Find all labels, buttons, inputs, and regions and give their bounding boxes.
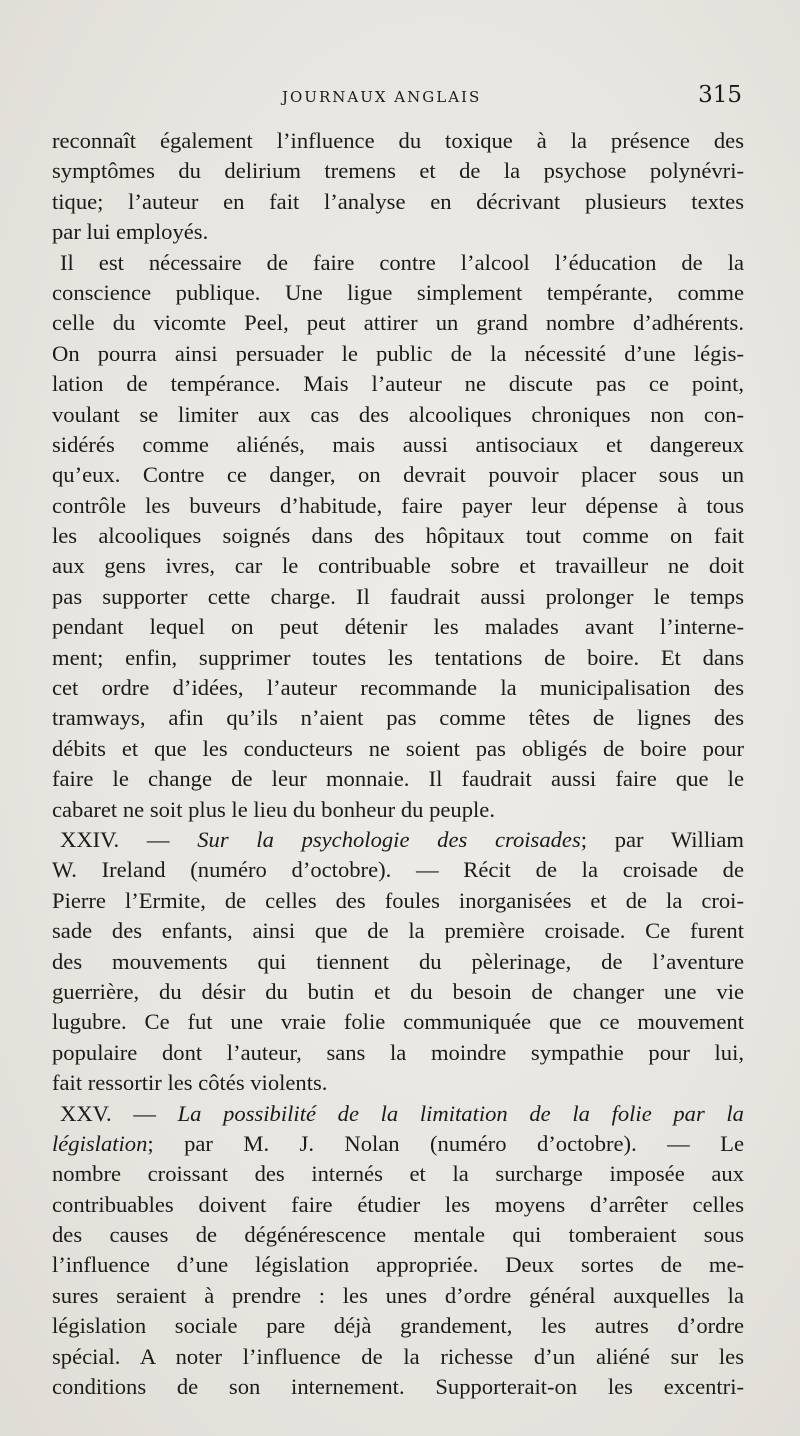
section-numeral: XXIV.	[60, 826, 120, 852]
text-line: W. Ireland (numéro d’octobre). — Récit de la croisade de	[52, 857, 744, 883]
text-line: l’influence d’une législation appropriée. Deux sortes de me-	[52, 1252, 744, 1278]
article-title-end: législation	[52, 1130, 148, 1156]
text-line: contrôle les buveurs d’habitude, faire payer leur dépense à tous	[52, 492, 744, 518]
text-line	[52, 1129, 744, 1159]
article-author: par M. J. Nolan (numéro d’octobre). — Le	[184, 1130, 744, 1156]
text-line: tique; l’auteur en fait l’analyse en décrivant plusieurs textes	[52, 188, 744, 214]
text-line: nombre croissant des internés et la surcharge imposée aux	[52, 1161, 744, 1187]
text-line: sidérés comme aliénés, mais aussi antisociaux et dangereux	[52, 431, 744, 457]
text-line: On pourra ainsi persuader le public de la nécessité d’une légis-	[52, 340, 744, 366]
text-line: lugubre. Ce fut une vraie folie communiquée que ce mouvement	[52, 1009, 744, 1035]
text-line: guerrière, du désir du butin et du besoin de changer une vie	[52, 978, 744, 1004]
section-heading-xxiv	[52, 825, 744, 855]
text-line: fait ressortir les côtés violents.	[52, 1070, 328, 1096]
text-line: par lui employés.	[52, 219, 209, 245]
running-head: JOURNAUX ANGLAIS	[282, 88, 482, 106]
text-line: voulant se limiter aux cas des alcooliques chroniques non con-	[52, 401, 744, 427]
section-dash: —	[146, 826, 170, 852]
page-number: 315	[698, 82, 742, 108]
text-line: celle du vicomte Peel, peut attirer un grand nombre d’adhérents.	[52, 310, 744, 336]
article-author: ; par William	[580, 826, 744, 852]
text-line: lation de tempérance. Mais l’auteur ne discute pas ce point,	[52, 371, 744, 397]
section-numeral: XXV.	[60, 1100, 112, 1126]
text-line: Pierre l’Ermite, de celles des foules inorganisées et de la croi-	[52, 887, 744, 913]
body-text	[52, 126, 744, 1402]
text-line: spécial. A noter l’influence de la richesse d’un aliéné sur les	[52, 1343, 744, 1369]
text-line: symptômes du delirium tremens et de la psychose polynévri-	[52, 158, 744, 184]
text-line: pas supporter cette charge. Il faudrait aussi prolonger le temps	[52, 583, 744, 609]
section-dash: —	[133, 1100, 156, 1126]
page-header	[52, 82, 742, 116]
text-line: conditions de son internement. Supporterait-on les excentri-	[52, 1374, 744, 1400]
text-line: tramways, afin qu’ils n’aient pas comme têtes de lignes des	[52, 705, 744, 731]
text-line: conscience publique. Une ligue simplement tempérante, comme	[52, 279, 744, 305]
text-line: cabaret ne soit plus le lieu du bonheur du peuple.	[52, 796, 495, 822]
text-line: populaire dont l’auteur, sans la moindre sympathie pour lui,	[52, 1039, 744, 1065]
text-line: reconnaît également l’influence du toxique à la présence des	[52, 128, 744, 153]
text-line: les alcooliques soignés dans des hôpitaux tout comme on fait	[52, 523, 744, 549]
text-line: qu’eux. Contre ce danger, on devrait pouvoir placer sous un	[52, 462, 744, 488]
text-line: des mouvements qui tiennent du pèlerinage, de l’aventure	[52, 948, 744, 974]
text-line: cet ordre d’idées, l’auteur recommande la municipalisation des	[52, 675, 744, 701]
article-title: Sur la psychologie des croisades	[197, 826, 581, 852]
text-line: législation sociale pare déjà grandement, les autres d’ordre	[52, 1313, 744, 1339]
text-line: sade des enfants, ainsi que de la première croisade. Ce furent	[52, 918, 744, 944]
text-line: faire le change de leur monnaie. Il faudrait aussi faire que le	[52, 766, 744, 792]
text-line: aux gens ivres, car le contribuable sobre et travailleur ne doit	[52, 553, 744, 579]
title-punct: ;	[147, 1130, 154, 1156]
paragraph-start-line: Il est nécessaire de faire contre l’alcool l’éducation de la	[60, 249, 744, 275]
text-line: contribuables doivent faire étudier les moyens d’arrêter celles	[52, 1191, 744, 1217]
text-line: débits et que les conducteurs ne soient pas obligés de boire pour	[52, 735, 744, 761]
text-line: sures seraient à prendre : les unes d’ordre général auxquelles la	[52, 1282, 744, 1308]
section-heading-xxv	[52, 1099, 744, 1129]
article-title: La possibilité de la limitation de la folie par la	[177, 1100, 744, 1126]
text-line: ment; enfin, supprimer toutes les tentations de boire. Et dans	[52, 644, 744, 670]
text-line: pendant lequel on peut détenir les malades avant l’interne-	[52, 614, 744, 640]
text-line: des causes de dégénérescence mentale qui tomberaient sous	[52, 1222, 744, 1248]
